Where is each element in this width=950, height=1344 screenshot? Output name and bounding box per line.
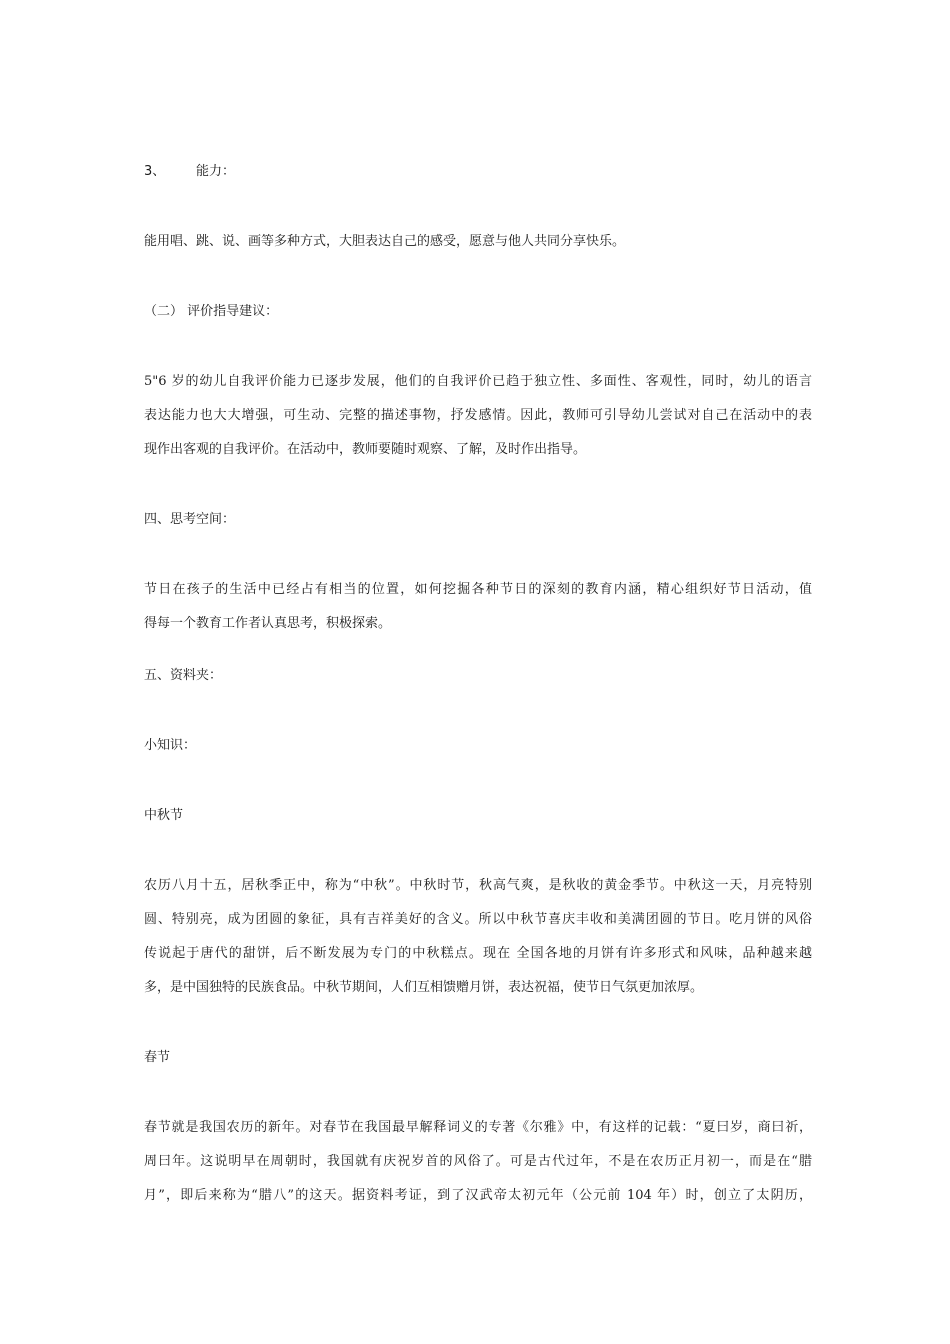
knowledge-heading: 小知识： [144,738,197,753]
section-number: 3、 [144,164,166,179]
evaluation-line: 现作出客观的自我评价。在活动中，教师要随时观察、了解，及时作出指导。 [144,442,587,457]
midautumn-line: 农历八月十五，居秋季正中，称为“中秋”。中秋时节，秋高气爽，是秋收的黄金季节。中秋这一天，月亮特别 [144,878,812,893]
spring-title: 春节 [144,1050,171,1065]
spring-line: 春节就是我国农历的新年。对春节在我国最早解释词义的专著《尔雅》中，有这样的记载：“夏曰岁，商曰祈， [144,1120,812,1135]
evaluation-heading: （二） 评价指导建议： [144,304,279,319]
spring-line: 月”，即后来称为“腊八”的这天。据资料考证，到了汉武帝太初元年（公元前 104 年）时，创立了太阴历， [144,1188,812,1203]
evaluation-line: 表达能力也大大增强，可生动、完整的描述事物，抒发感情。因此，教师可引导幼儿尝试对自己在活动中的表 [144,408,812,423]
evaluation-line: 5"6 岁的幼儿自我评价能力已逐步发展，他们的自我评价已趋于独立性、多面性、客观性，同时，幼儿的语言 [144,374,812,389]
section-label-ability: 能力： [196,164,236,179]
ability-paragraph: 能用唱、跳、说、画等多种方式，大胆表达自己的感受，愿意与他人共同分享快乐。 [144,234,626,249]
spring-line: 周曰年。这说明早在周朝时，我国就有庆祝岁首的风俗了。可是古代过年，不是在农历正月初一，而是在“腊 [144,1154,812,1169]
midautumn-title: 中秋节 [144,808,184,823]
midautumn-line: 传说起于唐代的甜饼，后不断发展为专门的中秋糕点。现在 全国各地的月饼有许多形式和风味，品种越来越 [144,946,812,961]
resource-heading: 五、资料夹： [144,668,223,683]
thinking-heading: 四、思考空间： [144,512,236,527]
midautumn-line: 圆、特别亮，成为团圆的象征，具有吉祥美好的含义。所以中秋节喜庆丰收和美满团圆的节日。吃月饼的风俗 [144,912,812,927]
midautumn-line: 多，是中国独特的民族食品。中秋节期间，人们互相馈赠月饼，表达祝福，使节日气氛更加浓厚。 [144,980,704,995]
thinking-line: 节日在孩子的生活中已经占有相当的位置，如何挖掘各种节日的深刻的教育内涵，精心组织好节日活动，值 [144,582,812,597]
thinking-line: 得每一个教育工作者认真思考，积极探索。 [144,616,392,631]
